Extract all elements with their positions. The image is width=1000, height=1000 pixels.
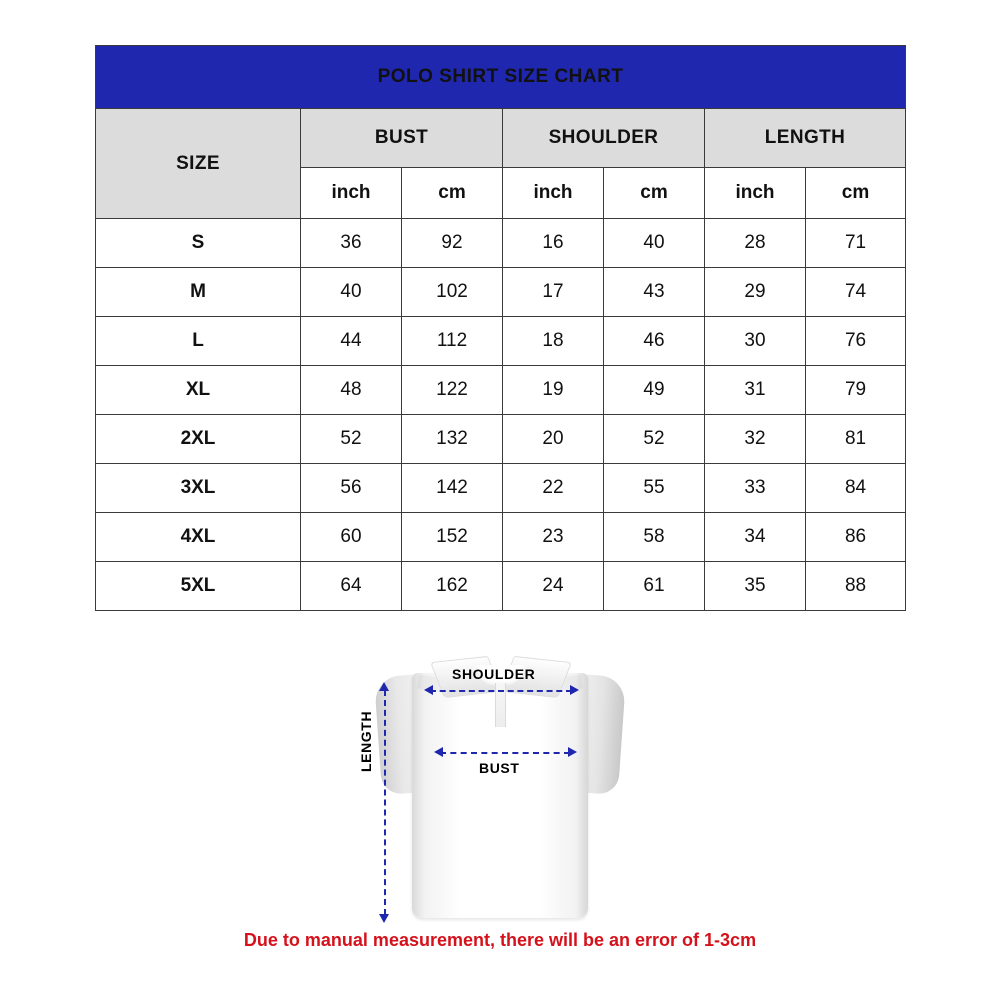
cell-length-inch: 29 [705, 268, 806, 317]
cell-bust-inch: 36 [301, 219, 402, 268]
cell-shoulder-cm: 58 [604, 513, 705, 562]
unit-shoulder-inch: inch [503, 168, 604, 219]
cell-length-cm: 86 [806, 513, 906, 562]
cell-shoulder-inch: 19 [503, 366, 604, 415]
bust-arrow-left-icon [434, 747, 443, 757]
cell-bust-cm: 162 [402, 562, 503, 611]
unit-length-inch: inch [705, 168, 806, 219]
cell-length-cm: 76 [806, 317, 906, 366]
length-arrow-up-icon [379, 682, 389, 691]
cell-shoulder-inch: 16 [503, 219, 604, 268]
bust-measure-line [440, 752, 570, 754]
table-row [96, 415, 906, 464]
length-measure-line [384, 690, 386, 915]
page-title: POLO SHIRT SIZE CHART [96, 46, 906, 109]
cell-bust-inch: 44 [301, 317, 402, 366]
cell-bust-inch: 56 [301, 464, 402, 513]
cell-shoulder-cm: 43 [604, 268, 705, 317]
table-row [96, 219, 906, 268]
unit-length-cm: cm [806, 168, 906, 219]
cell-length-inch: 34 [705, 513, 806, 562]
unit-shoulder-cm: cm [604, 168, 705, 219]
shoulder-label: SHOULDER [452, 666, 536, 682]
cell-length-inch: 33 [705, 464, 806, 513]
measurement-note: Due to manual measurement, there will be an error of 1-3cm [243, 930, 757, 950]
cell-length-cm: 71 [806, 219, 906, 268]
shoulder-measure-line [430, 690, 572, 692]
cell-shoulder-inch: 18 [503, 317, 604, 366]
cell-bust-cm: 92 [402, 219, 503, 268]
header-bust: BUST [301, 109, 503, 168]
cell-length-cm: 88 [806, 562, 906, 611]
cell-length-cm: 81 [806, 415, 906, 464]
cell-size: 5XL [96, 562, 301, 611]
cell-shoulder-cm: 55 [604, 464, 705, 513]
cell-shoulder-cm: 46 [604, 317, 705, 366]
cell-shoulder-cm: 49 [604, 366, 705, 415]
table-row [96, 366, 906, 415]
cell-bust-cm: 142 [402, 464, 503, 513]
cell-length-inch: 30 [705, 317, 806, 366]
cell-bust-inch: 52 [301, 415, 402, 464]
bust-arrow-right-icon [568, 747, 577, 757]
group-header-row [96, 109, 906, 168]
cell-length-cm: 79 [806, 366, 906, 415]
table-row [96, 562, 906, 611]
cell-shoulder-inch: 22 [503, 464, 604, 513]
cell-length-inch: 32 [705, 415, 806, 464]
cell-size: S [96, 219, 301, 268]
cell-length-cm: 84 [806, 464, 906, 513]
cell-bust-cm: 112 [402, 317, 503, 366]
cell-size: 2XL [96, 415, 301, 464]
size-chart-table [95, 45, 906, 611]
cell-bust-inch: 64 [301, 562, 402, 611]
cell-size: 3XL [96, 464, 301, 513]
cell-length-inch: 28 [705, 219, 806, 268]
bust-label: BUST [479, 760, 520, 776]
cell-bust-cm: 122 [402, 366, 503, 415]
cell-bust-cm: 102 [402, 268, 503, 317]
cell-shoulder-cm: 40 [604, 219, 705, 268]
size-chart-table-wrapper [95, 45, 905, 611]
cell-shoulder-cm: 52 [604, 415, 705, 464]
cell-size: L [96, 317, 301, 366]
length-label: LENGTH [358, 710, 374, 772]
cell-size: XL [96, 366, 301, 415]
header-shoulder: SHOULDER [503, 109, 705, 168]
cell-shoulder-inch: 23 [503, 513, 604, 562]
cell-length-inch: 35 [705, 562, 806, 611]
table-row [96, 464, 906, 513]
header-size: SIZE [96, 109, 301, 219]
unit-bust-inch: inch [301, 168, 402, 219]
length-arrow-down-icon [379, 914, 389, 923]
cell-bust-cm: 132 [402, 415, 503, 464]
cell-bust-cm: 152 [402, 513, 503, 562]
cell-shoulder-inch: 24 [503, 562, 604, 611]
cell-bust-inch: 48 [301, 366, 402, 415]
cell-shoulder-inch: 17 [503, 268, 604, 317]
cell-bust-inch: 60 [301, 513, 402, 562]
header-length: LENGTH [705, 109, 906, 168]
shoulder-arrow-right-icon [570, 685, 579, 695]
table-row [96, 513, 906, 562]
table-row [96, 268, 906, 317]
cell-size: 4XL [96, 513, 301, 562]
table-row [96, 317, 906, 366]
cell-length-inch: 31 [705, 366, 806, 415]
cell-length-cm: 74 [806, 268, 906, 317]
cell-shoulder-cm: 61 [604, 562, 705, 611]
cell-bust-inch: 40 [301, 268, 402, 317]
cell-shoulder-inch: 20 [503, 415, 604, 464]
cell-size: M [96, 268, 301, 317]
shoulder-arrow-left-icon [424, 685, 433, 695]
chart-title-row [96, 46, 906, 109]
unit-bust-cm: cm [402, 168, 503, 219]
